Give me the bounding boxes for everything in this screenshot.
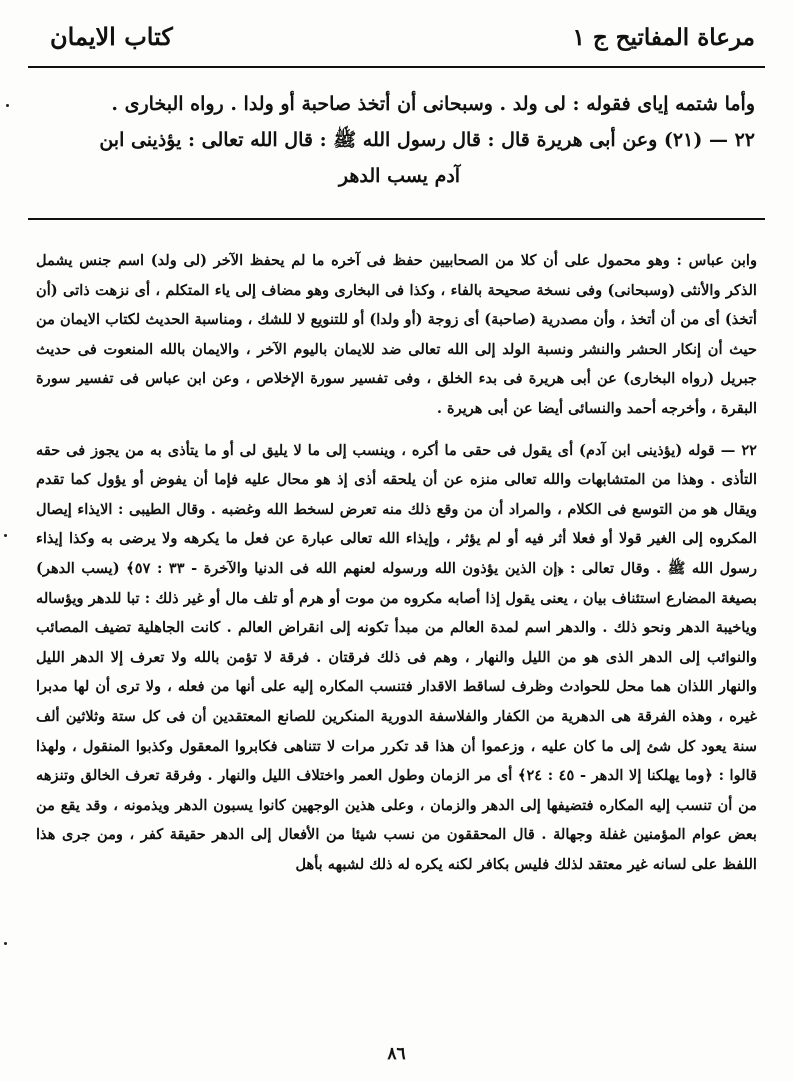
running-header	[36, 18, 765, 62]
margin-mark	[4, 534, 7, 537]
commentary-paragraph: وابن عباس : وهو محمول على أن كلا من الصحابيين حفظ فى آخره ما لم يحفظ الآخر (لى ولد) اسم جنس يشمل الذكر والأنثى (وسبحانى) وفى نسخة صحيحة بالفاء ، وكذا فى البخارى وهو مضاف إلى ياء المتكلم ، أى نزهت ذاتى (أن أتخذ) أى من أن أتخذ ، وأن مصدرية (صاحبة) أى زوجة (أو ولدا) أو للتنويع لا للشك ، ومناسبة الحديث لكتاب الايمان من حيث أن إنكار الحشر والنشر ونسبة الولد إلى الله تعالى ضد للايمان باليوم الآخر ، والايمان بالله المنعوت فى حديث جبريل (رواه البخارى) عن أبى هريرة فى بدء الخلق ، وفى تفسير سورة الإخلاص ، وعن ابن عباس فى تفسير سورة البقرة ، وأخرجه أحمد والنسائى أيضا عن أبى هريرة .	[36, 252, 757, 417]
book-title-volume: مرعاة المفاتيح ج ۱	[572, 24, 755, 51]
margin-mark	[4, 942, 7, 945]
hadith-line: آدم يسب الدهر	[338, 165, 461, 187]
section-rule	[28, 218, 765, 220]
commentary-block	[36, 246, 757, 879]
chapter-title: كتاب الايمان	[50, 22, 173, 51]
commentary-paragraph: ٢٢ — قوله (يؤذينى ابن آدم) أى يقول فى حقى ما أكره ، وينسب إلى ما لا يليق لى أو ما يتأذى به من يجوز فى حقه التأذى . وهذا من المتشابهات والله تعالى منزه عن أن يلحقه أذى إذ هو محال عليه فإما أن يفوض أو يؤول كما تقدم ويقال هو من التوسع فى الكلام ، والمراد أن من وقع ذلك منه تعرض لسخط الله وغضبه . وقال الطيبى : الايذاء إيصال المكروه إلى الغير قولا أو فعلا أثر فيه أو لم يؤثر ، وإيذاء الله تعالى عبارة عن فعل ما يكرهه ولا يرضى به وكذا إيذاء رسول الله ﷺ . وقال تعالى : ﴿إن الذين يؤذون الله ورسوله لعنهم الله فى الدنيا والآخرة - ٣٣ : ٥٧﴾ (يسب الدهر) بصيغة المضارع استئناف بيان ، يعنى يقول إذا أصابه مكروه من موت أو هرم أو تلف مال أو غير ذلك : تبا للدهر ويؤساله وياخيبة الدهر ونحو ذلك . والدهر اسم لمدة العالم من مبدأ تكونه إلى انقراض العالم . كانت الجاهلية تضيف المصائب والنوائب إلى الدهر الذى هو من الليل والنهار ، وهم فى ذلك فرقتان . فرقة لا تؤمن بالله ولا تعرف إلا الدهر الليل والنهار اللذان هما محل للحوادث وظرف لساقط الاقدار فتنسب المكاره إليه على أنها من فعله ، ولا ترى أن لها مدبرا غيره ، وهذه الفرقة هى الدهرية من الكفار والفلاسفة الدورية المنكرين للصانع المعتقدين أن فى كل ستة وثلاثين ألف سنة يعود كل شئ إلى ما كان عليه ، وزعموا أن هذا قد تكرر مرات لا تتناهى فكابروا المعقول وكذبوا المنقول ، ولهذا قالوا : ﴿وما يهلكنا إلا الدهر - ٤٥ : ٢٤﴾ أى مر الزمان وطول العمر واختلاف الليل والنهار . وفرقة تعرف الخالق وتنزهه من أن تنسب إليه المكاره فتضيفها إلى الدهر والزمان ، وعلى هذين الوجهين كانوا يسبون الدهر ويذمونه ، وقد يقع من بعض عوام المؤمنين غفلة وجهالة . قال المحققون من نسب شيئا من الأفعال إلى الدهر حقيقة كفر ، ومن جرى هذا اللفظ على لسانه غير معتقد لذلك فليس بكافر لكنه يكره له ذلك لشبهه بأهل	[36, 441, 757, 873]
page-number: ٨٦	[387, 1044, 406, 1064]
hadith-line: وأما شتمه إياى فقوله : لى ولد . وسبحانى أن أتخذ صاحبة أو ولدا . رواه البخارى .	[111, 93, 755, 115]
hadith-text-block	[44, 86, 755, 194]
margin-mark	[6, 104, 9, 107]
header-rule	[28, 66, 765, 68]
hadith-line: ٢٢ — (٢١) وعن أبى هريرة قال : قال رسول الله ﷺ : قال الله تعالى : يؤذينى ابن	[99, 129, 755, 151]
